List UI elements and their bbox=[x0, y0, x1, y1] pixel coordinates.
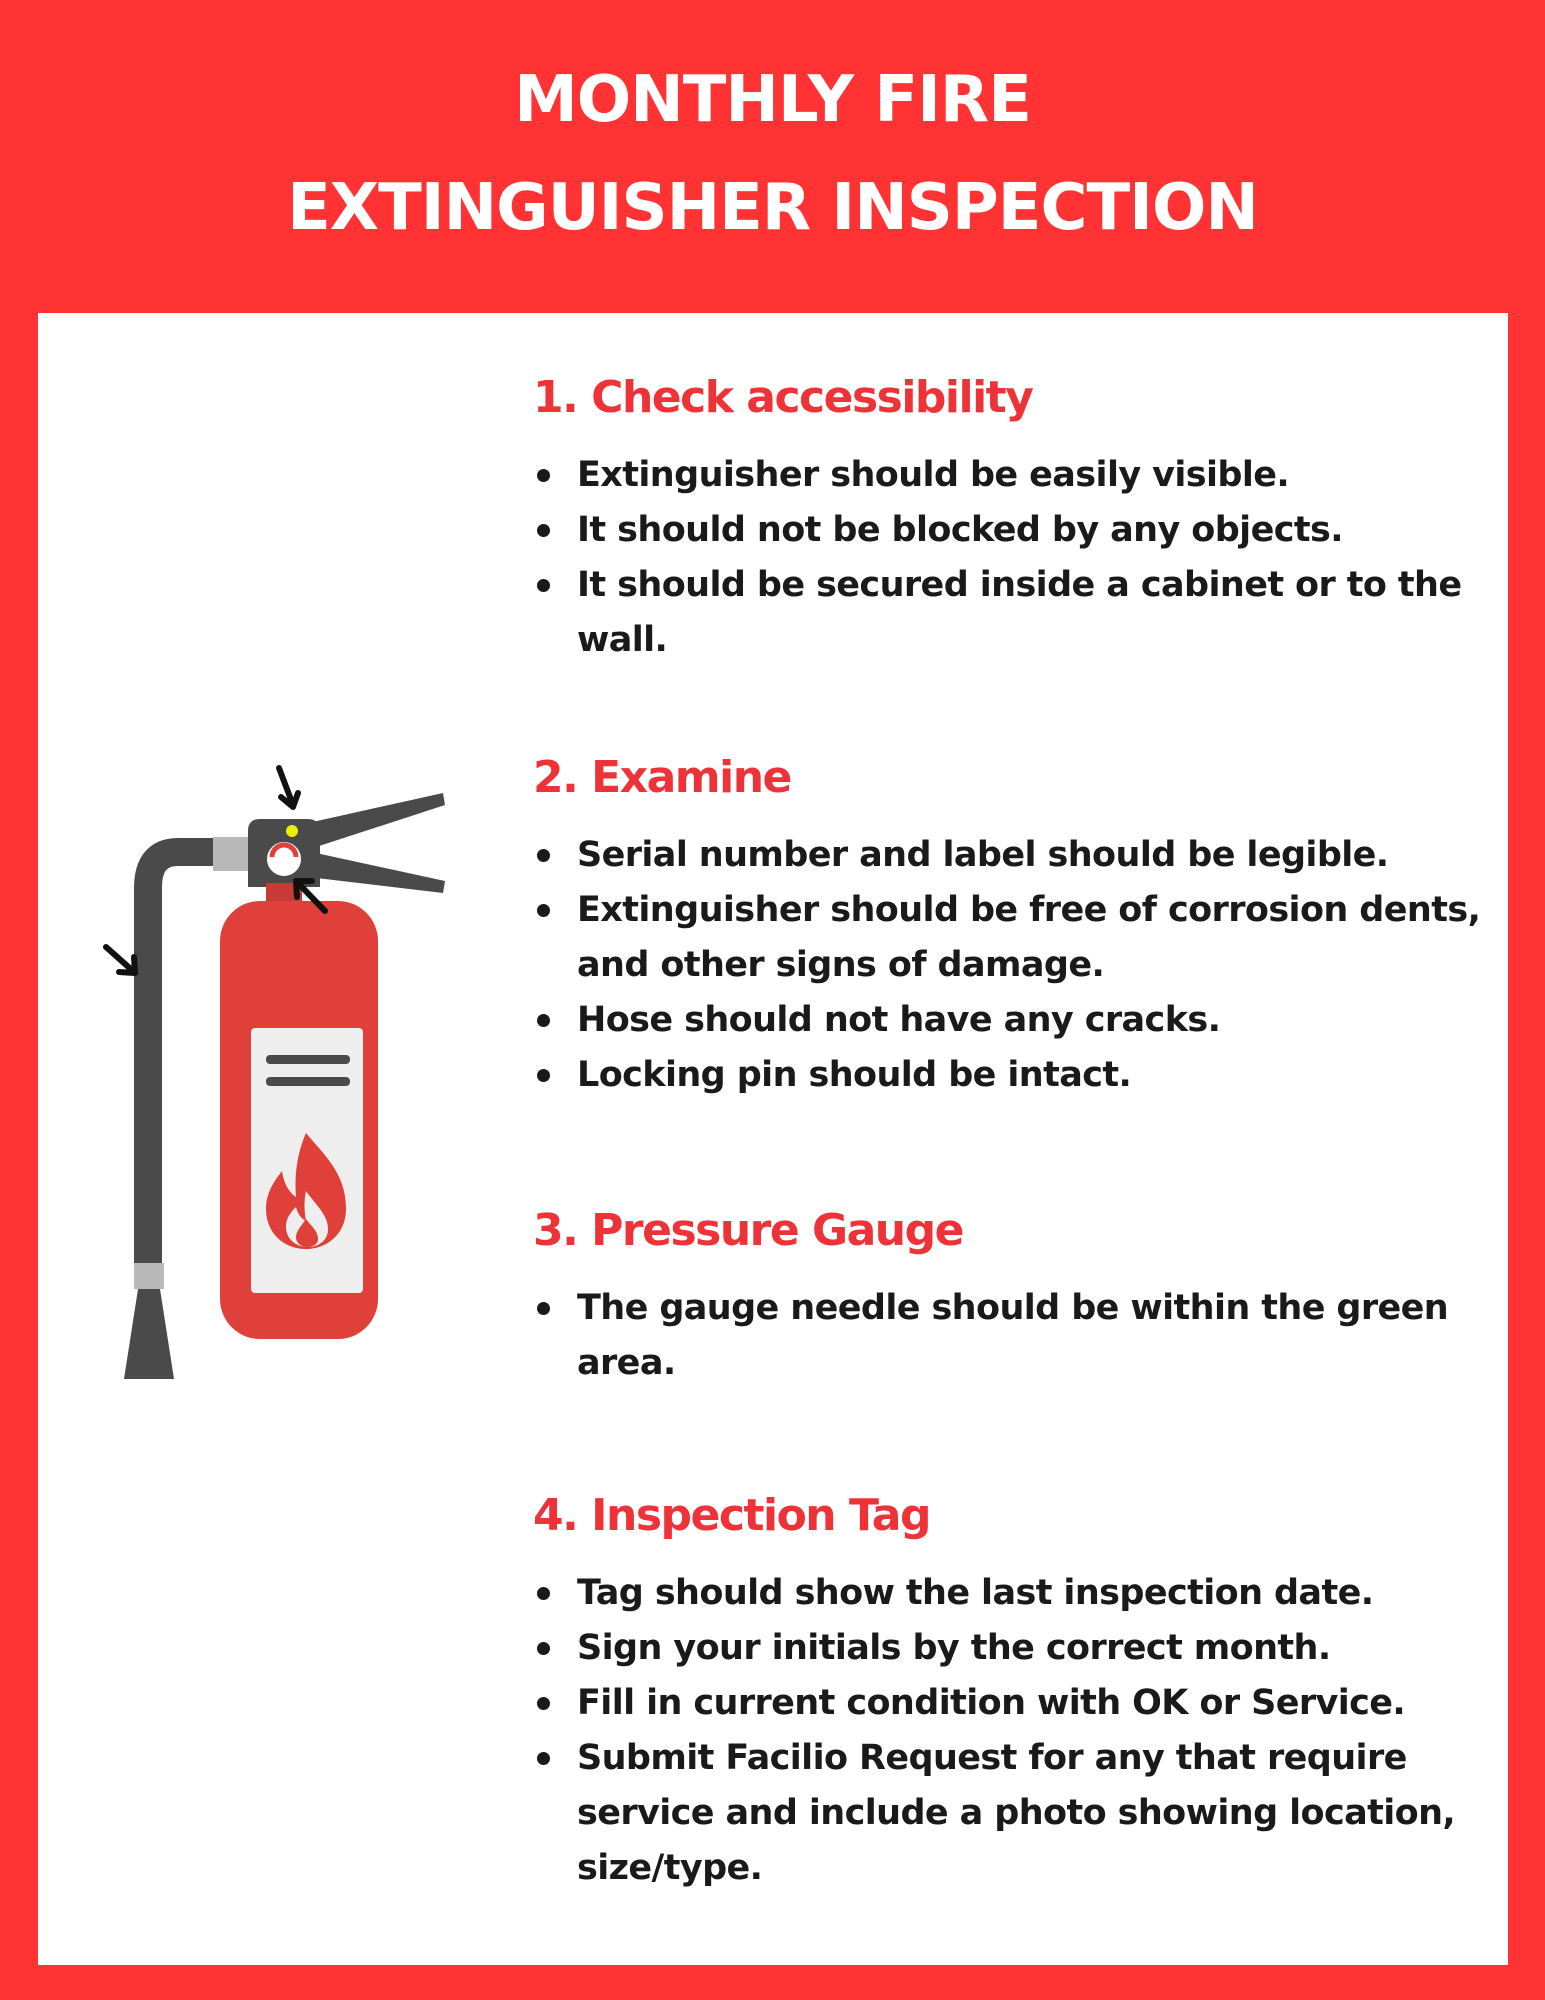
bullet-list bbox=[533, 1281, 1493, 1391]
list-item-text: Fill in current condition with OK or Service. bbox=[577, 1682, 1406, 1723]
bullet-dot bbox=[537, 1587, 550, 1600]
list-item-text: It should be secured inside a cabinet or to the wall. bbox=[577, 564, 1462, 660]
poster-header bbox=[0, 0, 1545, 313]
section-pressure-gauge bbox=[533, 1206, 1493, 1391]
list-item-text: Tag should show the last inspection date. bbox=[577, 1572, 1374, 1613]
bullet-dot bbox=[537, 1302, 550, 1315]
bullet-list bbox=[533, 1566, 1493, 1896]
locking-pin-arrow-icon bbox=[279, 768, 298, 807]
bullet-dot bbox=[537, 1752, 550, 1765]
bullet-dot bbox=[537, 579, 550, 592]
handle-lever-top bbox=[308, 793, 445, 847]
bullet-dot bbox=[537, 469, 550, 482]
list-item-text: Extinguisher should be free of corrosion dents, and other signs of damage. bbox=[577, 889, 1481, 985]
list-item bbox=[533, 883, 1493, 993]
list-item bbox=[533, 993, 1493, 1048]
section-title: 1. Check accessibility bbox=[533, 372, 1033, 423]
section-inspection-tag bbox=[533, 1491, 1493, 1896]
section-examine bbox=[533, 753, 1493, 1103]
gauge-dot bbox=[286, 825, 298, 837]
hose bbox=[148, 852, 213, 1263]
valve-connector bbox=[213, 837, 251, 871]
page-title-line-2: EXTINGUISHER INSPECTION bbox=[287, 171, 1258, 245]
list-item-text: Locking pin should be intact. bbox=[577, 1054, 1132, 1095]
list-item bbox=[533, 558, 1493, 668]
section-check-accessibility bbox=[533, 373, 1493, 668]
bullet-dot bbox=[537, 524, 550, 537]
label-line-1 bbox=[266, 1055, 350, 1064]
hose-arrow-icon bbox=[106, 947, 135, 973]
list-item bbox=[533, 1731, 1493, 1896]
list-item-text: The gauge needle should be within the green area. bbox=[577, 1287, 1449, 1383]
list-item bbox=[533, 503, 1493, 558]
bullet-dot bbox=[537, 1069, 550, 1082]
bullet-dot bbox=[537, 1697, 550, 1710]
list-item bbox=[533, 1676, 1493, 1731]
bullet-list bbox=[533, 828, 1493, 1103]
list-item bbox=[533, 828, 1493, 883]
fire-extinguisher-icon bbox=[98, 753, 468, 1403]
section-title: 4. Inspection Tag bbox=[533, 1490, 930, 1541]
nozzle bbox=[124, 1289, 174, 1379]
content-panel bbox=[38, 313, 1508, 1965]
list-item-text: It should not be blocked by any objects. bbox=[577, 509, 1343, 550]
bullet-dot bbox=[537, 1014, 550, 1027]
bullet-dot bbox=[537, 849, 550, 862]
bullet-list bbox=[533, 448, 1493, 668]
list-item-text: Serial number and label should be legible. bbox=[577, 834, 1389, 875]
page-title-line-1: MONTHLY FIRE bbox=[514, 63, 1031, 137]
section-title: 3. Pressure Gauge bbox=[533, 1205, 963, 1256]
hose-collar bbox=[134, 1263, 164, 1289]
list-item bbox=[533, 1621, 1493, 1676]
list-item-text: Sign your initials by the correct month. bbox=[577, 1627, 1331, 1668]
bullet-dot bbox=[537, 1642, 550, 1655]
list-item-text: Submit Facilio Request for any that require service and include a photo showing location, size/type. bbox=[577, 1737, 1456, 1888]
bullet-dot bbox=[537, 904, 550, 917]
list-item bbox=[533, 1281, 1493, 1391]
list-item bbox=[533, 1566, 1493, 1621]
list-item bbox=[533, 448, 1493, 503]
section-title: 2. Examine bbox=[533, 752, 791, 803]
list-item bbox=[533, 1048, 1493, 1103]
list-item-text: Extinguisher should be easily visible. bbox=[577, 454, 1290, 495]
list-item-text: Hose should not have any cracks. bbox=[577, 999, 1221, 1040]
label-line-2 bbox=[266, 1077, 350, 1086]
handle-lever-bottom bbox=[308, 853, 445, 893]
